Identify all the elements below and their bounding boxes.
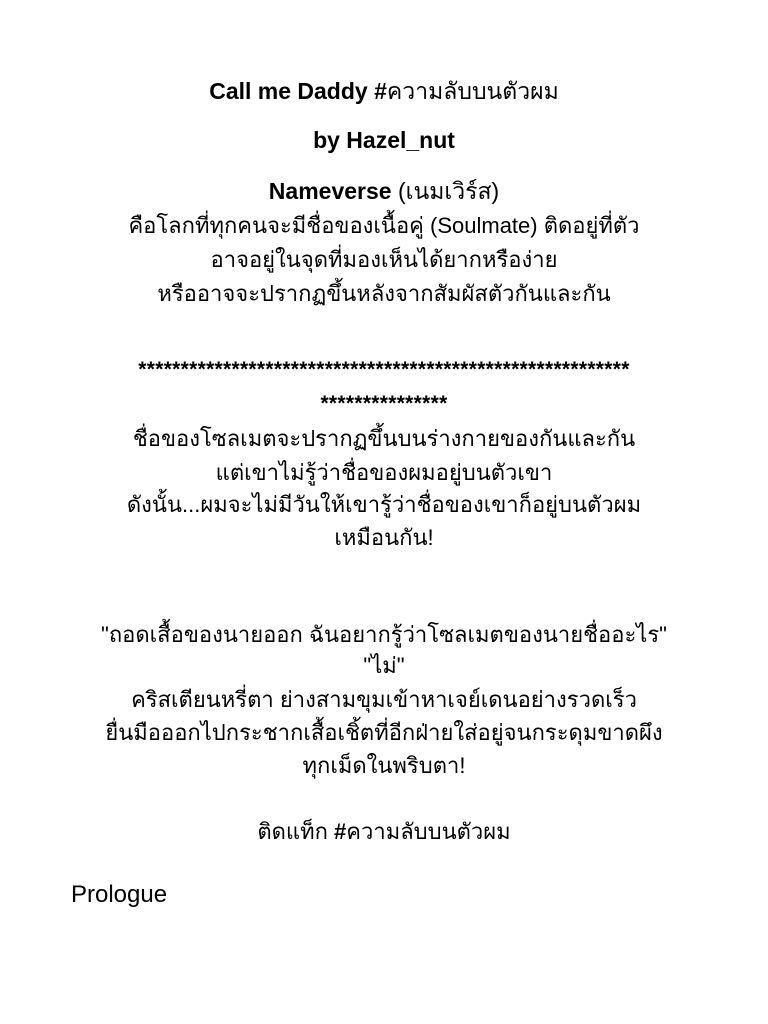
- tag-prefix: ติดแท็ก: [257, 819, 335, 844]
- narration-line: ทุกเม็ดในพริบตา!: [302, 753, 466, 778]
- paragraph-line: เหมือนกัน!: [334, 525, 434, 550]
- concept-name: Nameverse: [268, 178, 392, 204]
- tag-text: ความลับบนตัวผม: [346, 819, 511, 844]
- concept-heading: [0, 177, 768, 205]
- document-title: [0, 77, 768, 105]
- dialogue-line: "ไม่": [363, 653, 405, 678]
- paragraph-line: ชื่อของโซลเมตจะปรากฏขึ้นบนร่างกายของกันและกัน: [132, 426, 636, 451]
- concept-thai: (เนมเวิร์ส): [391, 178, 500, 204]
- divider-stars: ***************: [320, 392, 448, 415]
- paragraph-line: แต่เขาไม่รู้ว่าชื่อของผมอยู่บนตัวเขา: [215, 460, 553, 485]
- intro-line: อาจอยู่ในจุดที่มองเห็นได้ยากหรือง่าย: [210, 247, 558, 272]
- dialogue-line: "ถอดเสื้อของนายออก ฉันอยากรู้ว่าโซลเมตของนายชื่ออะไร": [101, 622, 667, 647]
- tag-hash: #: [334, 819, 347, 844]
- intro-line: หรืออาจจะปรากฏขึ้นหลังจากสัมผัสตัวกันและกัน: [157, 281, 611, 306]
- paragraph-line: ดังนั้น...ผมจะไม่มีวันให้เขารู้ว่าชื่อของเขาก็อยู่บนตัวผม: [126, 492, 642, 517]
- tag-line: [0, 818, 768, 846]
- author-line: by Hazel_nut: [313, 127, 455, 153]
- divider-stars: **********************************************************: [138, 358, 630, 381]
- title-thai: ความลับบนตัวผม: [386, 78, 559, 104]
- intro-line: คือโลกที่ทุกคนจะมีชื่อของเนื้อคู่ (Soulmate) ติดอยู่ที่ตัว: [128, 213, 640, 238]
- narration-line: คริสเตียนหรี่ตา ย่างสามขุมเข้าหาเจย์เดนอย่างรวดเร็ว: [131, 687, 637, 712]
- prologue-heading: Prologue: [71, 881, 168, 908]
- narration-line: ยื่นมือออกไปกระชากเสื้อเชิ้ตที่อีกฝ่ายใส่อยู่จนกระดุมขาดผึง: [105, 720, 663, 745]
- title-latin: Call me Daddy #: [209, 78, 387, 104]
